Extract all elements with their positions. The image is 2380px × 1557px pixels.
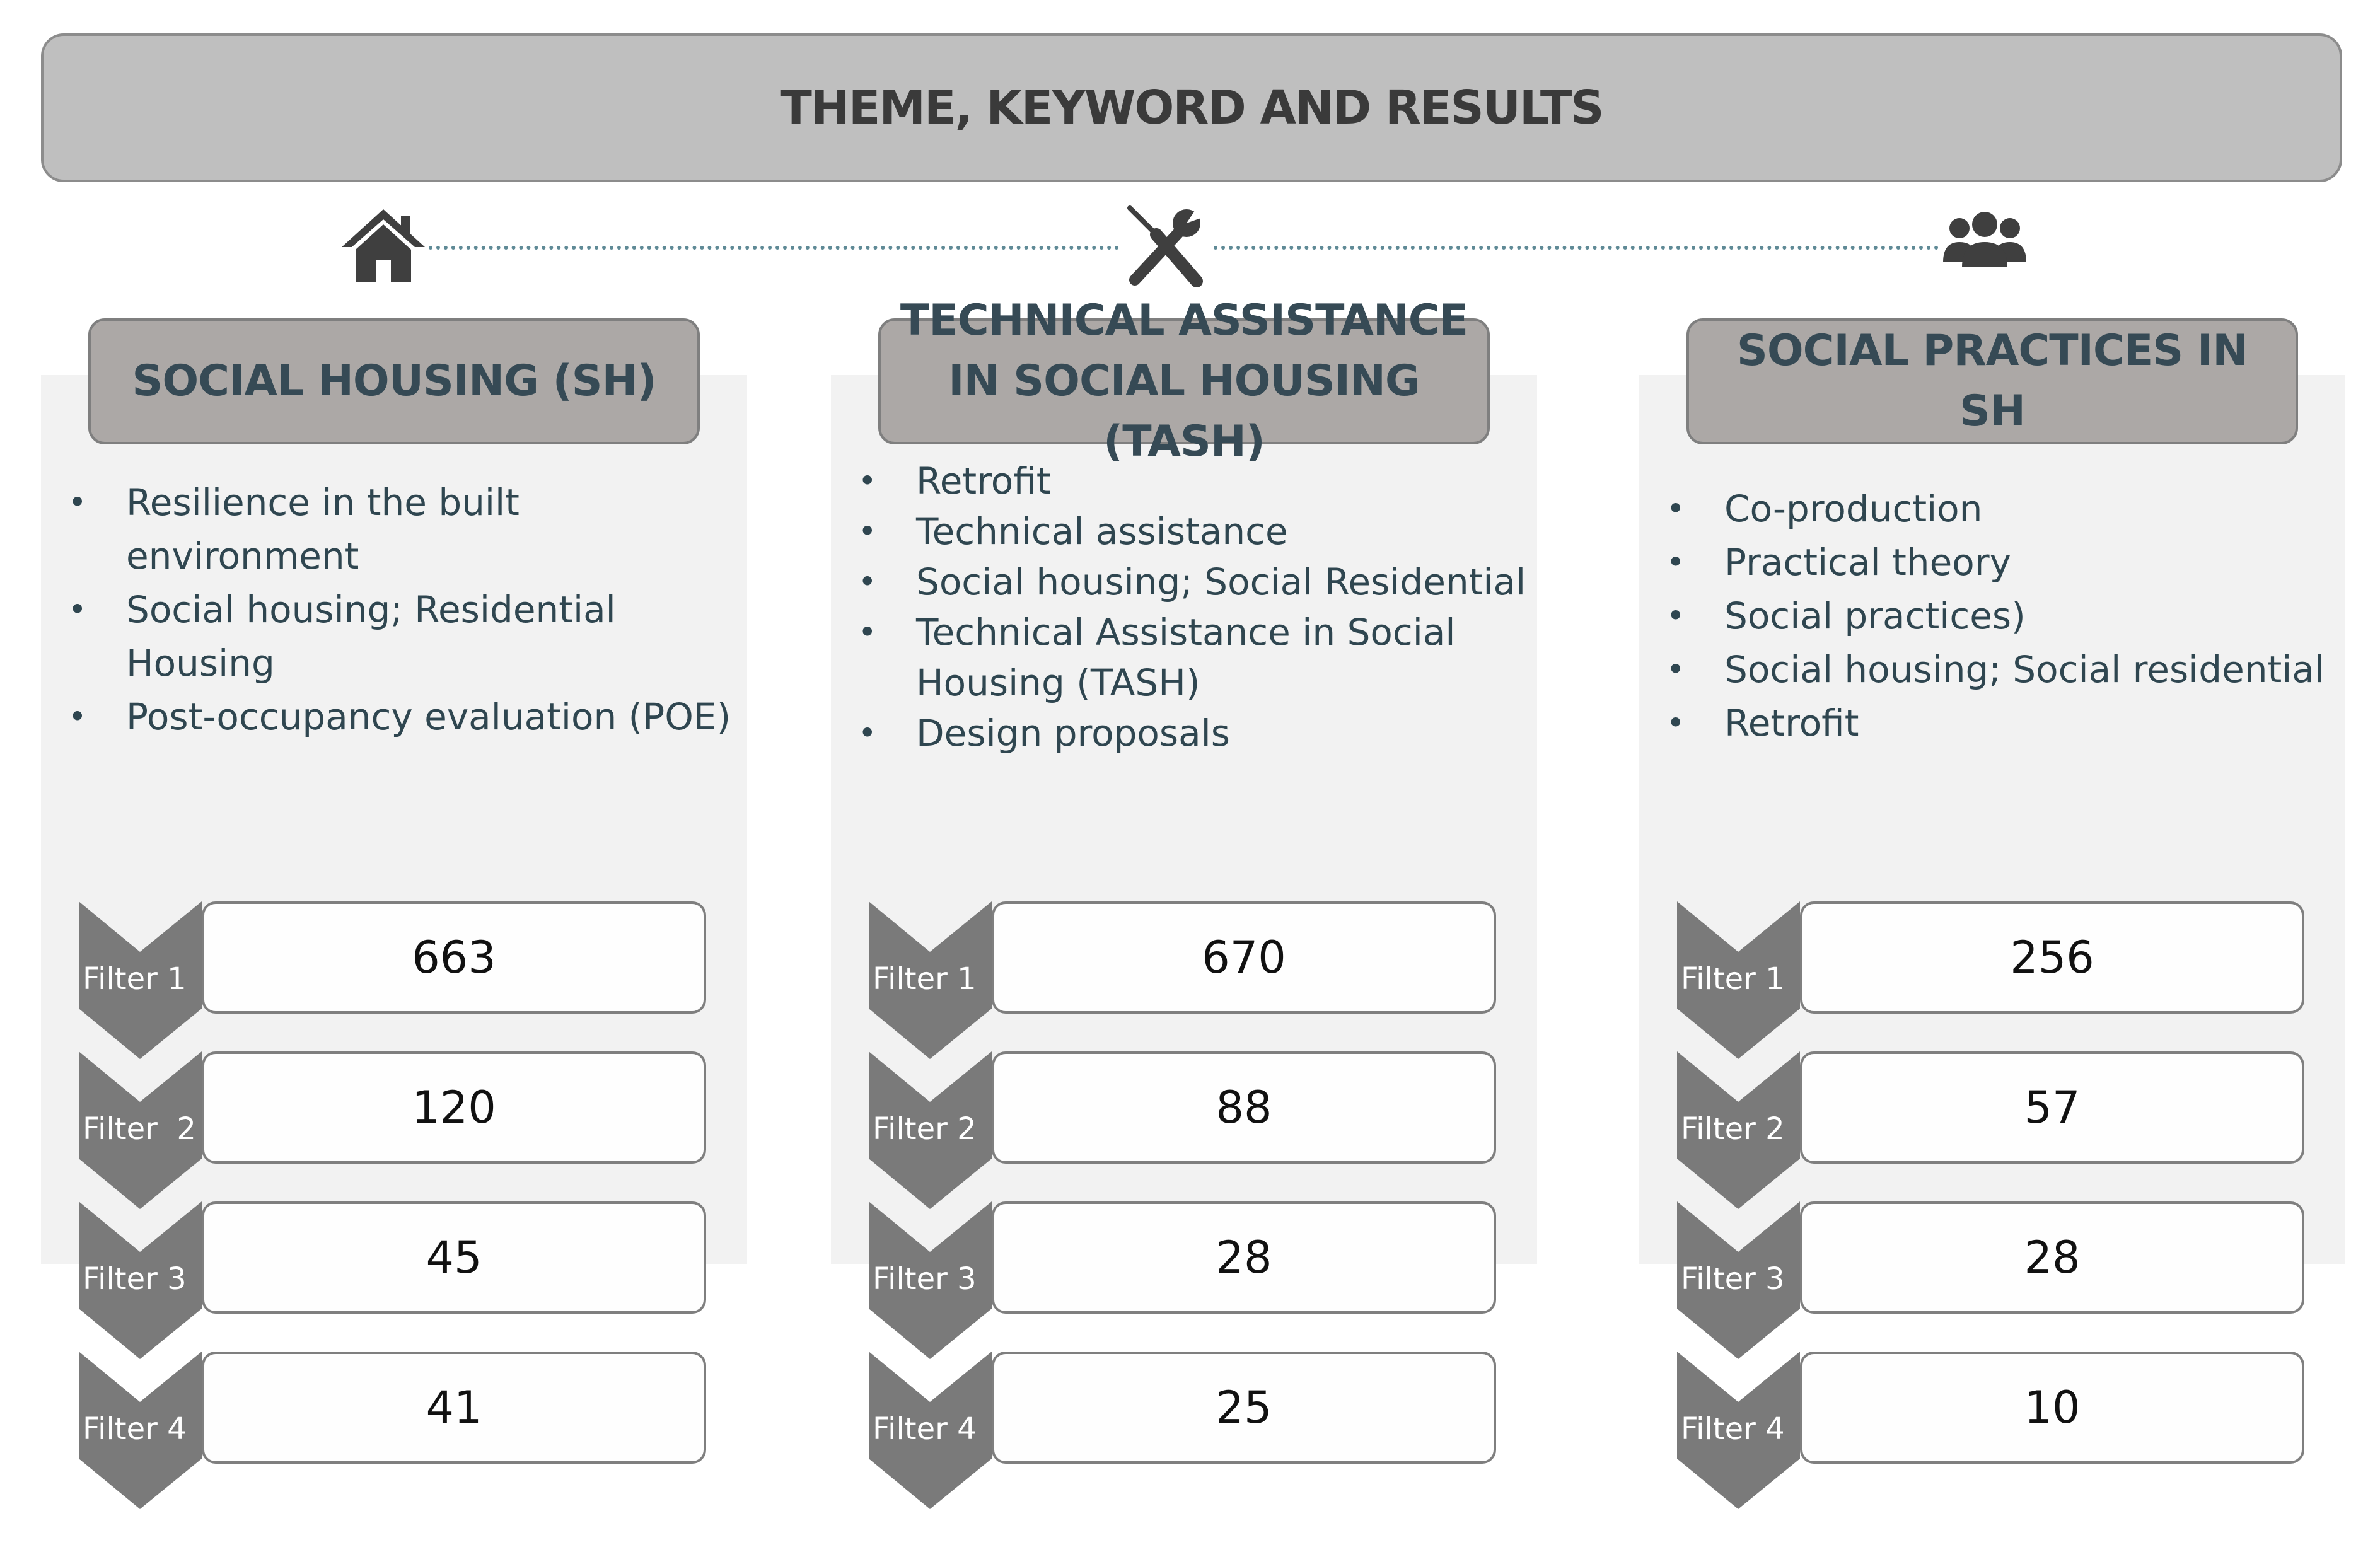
bullet-icon: •	[68, 591, 87, 628]
result-count-box	[992, 901, 1496, 1014]
result-count-box	[992, 1201, 1496, 1314]
bullet-icon: •	[1666, 651, 1685, 688]
result-count: 670	[1202, 932, 1286, 983]
filter-row	[1677, 901, 2345, 1059]
filter-row	[869, 901, 1537, 1059]
page-title: THEME, KEYWORD AND RESULTS	[780, 81, 1603, 135]
keyword-item: • Technical Assistance in Social Housing (TASH)	[847, 607, 1528, 708]
result-count: 28	[1216, 1232, 1272, 1283]
result-count-box	[1800, 1051, 2304, 1164]
result-count: 663	[412, 932, 496, 983]
result-count-box	[202, 1051, 706, 1164]
result-count: 88	[1216, 1082, 1272, 1133]
result-count-box	[202, 1201, 706, 1314]
keyword-item: • Social housing; Social residential	[1655, 643, 2336, 697]
theme-title: SOCIAL HOUSING (SH)	[132, 356, 656, 406]
filter-row	[1677, 1201, 2345, 1359]
keyword-item: • Social practices)	[1655, 589, 2336, 643]
tools-icon	[1120, 202, 1208, 290]
bullet-icon: •	[858, 614, 877, 651]
result-count-box	[992, 1352, 1496, 1464]
filter-row	[1677, 1352, 2345, 1509]
result-count: 28	[2024, 1232, 2081, 1283]
filter-row	[1677, 1051, 2345, 1209]
theme-box	[878, 296, 1490, 466]
filter-row	[79, 1051, 747, 1209]
result-count: 10	[2024, 1382, 2081, 1433]
filter-label: Filter 2	[83, 1111, 196, 1147]
filter-row	[79, 901, 747, 1059]
filter-label: Filter 3	[1681, 1261, 1785, 1297]
bullet-icon: •	[1666, 490, 1685, 527]
bullet-icon: •	[1666, 705, 1685, 741]
theme-box	[88, 318, 700, 444]
theme-box	[1686, 318, 2298, 444]
keyword-item: • Social housing; Social Residential	[847, 557, 1528, 607]
column-technical-assistance	[831, 296, 1537, 1548]
keyword-list	[57, 476, 738, 744]
keyword-item: • Co-production	[1655, 482, 2336, 536]
bullet-icon: •	[1666, 598, 1685, 634]
keyword-item: • Retrofit	[1655, 697, 2336, 750]
filter-label: Filter 4	[873, 1411, 977, 1447]
keyword-list	[1655, 482, 2336, 750]
keyword-item: • Technical assistance	[847, 506, 1528, 557]
keyword-item: • Resilience in the built environment	[57, 476, 738, 583]
filter-label: Filter 4	[83, 1411, 187, 1447]
filter-label: Filter 2	[1681, 1111, 1785, 1147]
keyword-item: • Retrofit	[847, 456, 1528, 506]
bullet-icon: •	[68, 484, 87, 521]
result-count-box	[992, 1051, 1496, 1164]
dotted-connector-left	[429, 246, 1119, 250]
result-count-box	[1800, 1201, 2304, 1314]
filter-row	[869, 1352, 1537, 1509]
keyword-item: • Design proposals	[847, 708, 1528, 758]
result-count-box	[202, 901, 706, 1014]
filter-row	[869, 1051, 1537, 1209]
column-social-housing	[41, 318, 747, 1548]
result-count: 41	[426, 1382, 482, 1433]
filter-row	[79, 1201, 747, 1359]
header-banner	[41, 33, 2342, 182]
filter-label: Filter 2	[873, 1111, 977, 1147]
keyword-item: • Practical theory	[1655, 536, 2336, 589]
filter-label: Filter 1	[1681, 961, 1785, 997]
dotted-connector-right	[1214, 246, 1939, 250]
result-count: 57	[2024, 1082, 2081, 1133]
bullet-icon: •	[1666, 544, 1685, 581]
column-social-practices	[1639, 318, 2345, 1548]
result-count-box	[202, 1352, 706, 1464]
filter-label: Filter 1	[83, 961, 187, 997]
filter-label: Filter 1	[873, 961, 977, 997]
result-count: 120	[412, 1082, 496, 1133]
icon-row	[0, 202, 2380, 296]
result-count: 256	[2010, 932, 2094, 983]
people-icon	[1941, 202, 2029, 290]
bullet-icon: •	[68, 698, 87, 735]
result-count: 45	[426, 1232, 482, 1283]
theme-title: SOCIAL PRACTICES IN SH	[1736, 326, 2248, 436]
result-count-box	[1800, 1352, 2304, 1464]
filter-label: Filter 3	[873, 1261, 977, 1297]
filter-label: Filter 3	[83, 1261, 187, 1297]
bullet-icon: •	[858, 564, 877, 600]
result-count: 25	[1216, 1382, 1272, 1433]
bullet-icon: •	[858, 463, 877, 499]
filter-row	[869, 1201, 1537, 1359]
filter-row	[79, 1352, 747, 1509]
result-count-box	[1800, 901, 2304, 1014]
keyword-list	[847, 456, 1528, 758]
keyword-item: • Social housing; Residential Housing	[57, 583, 738, 690]
filter-label: Filter 4	[1681, 1411, 1785, 1447]
bullet-icon: •	[858, 715, 877, 751]
keyword-item: • Post-occupancy evaluation (POE)	[57, 690, 738, 744]
house-icon	[339, 202, 427, 290]
theme-title: TECHNICAL ASSISTANCE IN SOCIAL HOUSING (TASH)	[900, 296, 1468, 466]
bullet-icon: •	[858, 513, 877, 550]
